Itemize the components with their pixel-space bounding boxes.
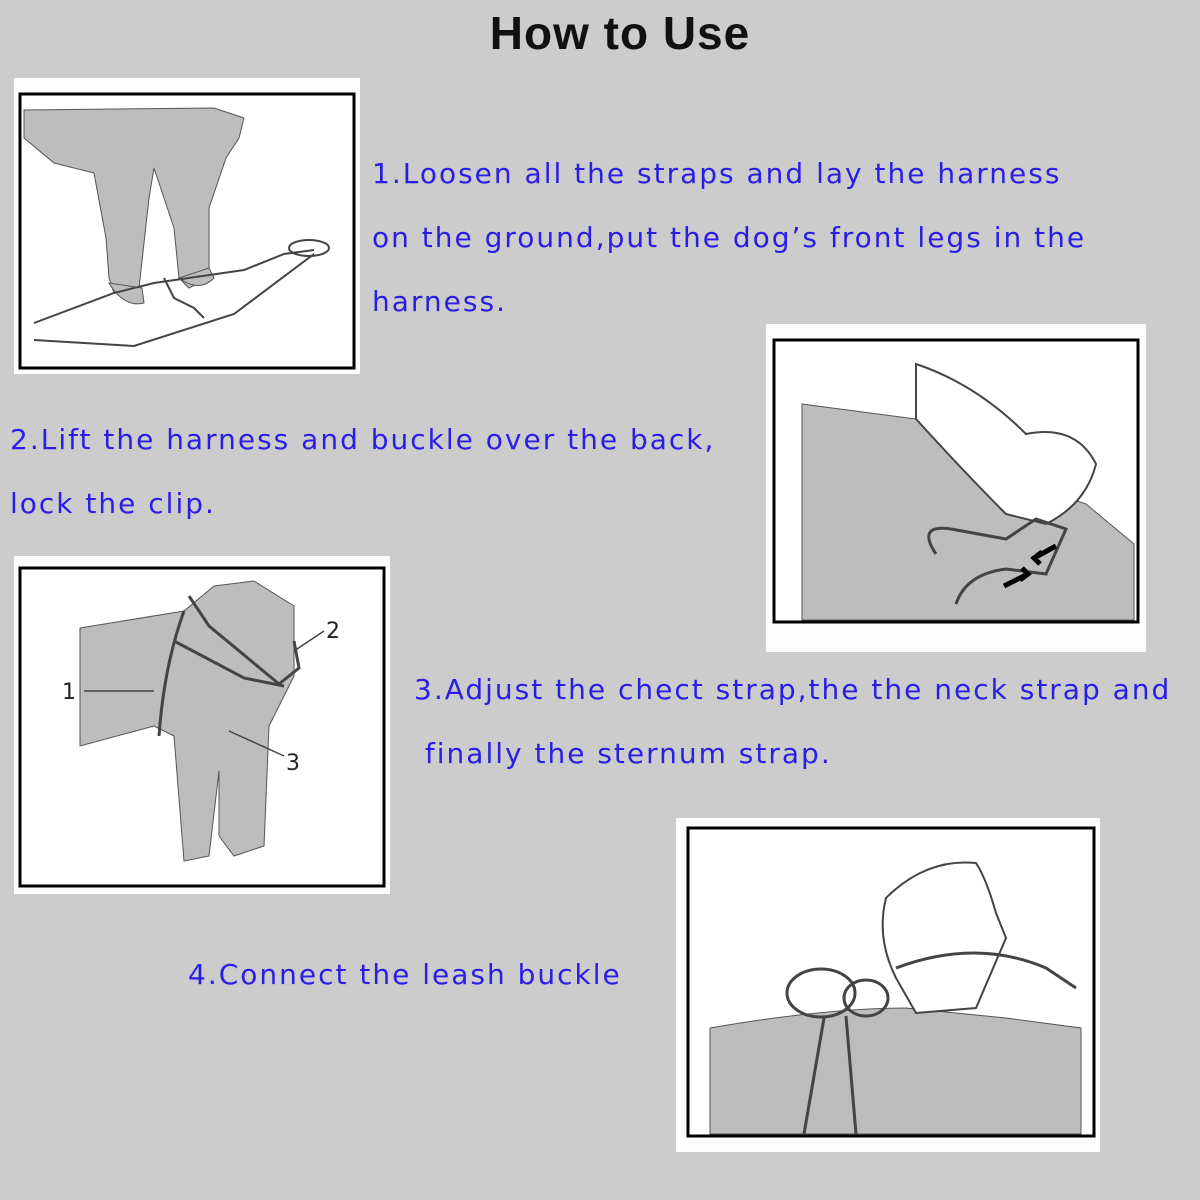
illustration-leash-connect: [676, 818, 1100, 1152]
step-2-text: [10, 408, 715, 536]
step-3-text: [414, 658, 1171, 786]
step-1-line-2: on the ground,put the dog’s front legs in the: [372, 221, 1087, 254]
callout-2: 2: [326, 619, 340, 644]
callout-1: 1: [62, 680, 76, 705]
step-2-line-1: 2.Lift the harness and buckle over the back,: [10, 423, 716, 456]
step-1-line-1: 1.Loosen all the straps and lay the harness: [372, 157, 1062, 190]
illustration-buckle-clip: [766, 324, 1146, 652]
step-4-text: [188, 943, 622, 1007]
illustration-fitted-harness: [14, 556, 390, 894]
step-3-line-2: finally the sternum strap.: [414, 737, 832, 770]
step-4-line-1: 4.Connect the leash buckle: [188, 958, 622, 991]
step-2-line-2: lock the clip.: [10, 487, 216, 520]
page-title: How to Use: [489, 7, 751, 59]
step-1-line-3: harness.: [372, 285, 507, 318]
step-1-text: [372, 142, 1086, 334]
callout-3: 3: [286, 751, 300, 776]
illustration-legs-in-harness: [14, 78, 360, 374]
step-3-line-1: 3.Adjust the chect strap,the the neck strap and: [414, 673, 1172, 706]
